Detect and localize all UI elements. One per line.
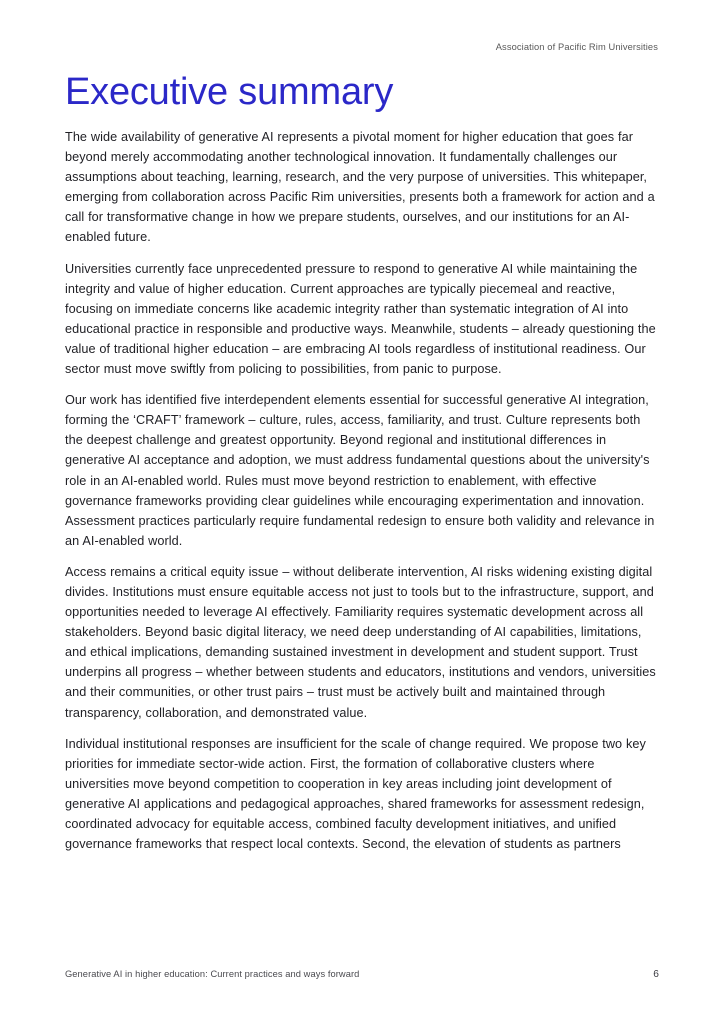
body-paragraph: Universities currently face unprecedented pressure to respond to generative AI while maintaining the integrity and value of higher education. Current approaches are typically piecemeal and reactive, focusing on immediate concerns like academic integrity rather than systematic integration of AI into educational practice in responsible and productive ways. Meanwhile, students – already questioning the value of traditional higher education – are embracing AI tools regardless of institutional readiness. Our sector must move swiftly from policing to possibilities, from panic to purpose.: [65, 261, 656, 377]
body-paragraph: Our work has identified five interdependent elements essential for successful generative AI integration, forming the ‘CRAFT’ framework – culture, rules, access, familiarity, and trust. Culture represents both the deepest challenge and greatest opportunity. Beyond regional and institutional differences in generative AI acceptance and adoption, we must address fundamental questions about the university's role in an AI-enabled world. Rules must move beyond restriction to enablement, with effective governance frameworks providing clear guidelines while encouraging experimentation and innovation. Assessment practices particularly require fundamental redesign to ensure both validity and relevance in an AI-enabled world.: [65, 393, 655, 548]
footer-title: Generative AI in higher education: Current practices and ways forward: [65, 969, 360, 979]
running-header: Association of Pacific Rim Universities: [495, 42, 658, 52]
body-content: [65, 127, 659, 854]
body-paragraph: The wide availability of generative AI represents a pivotal moment for higher education that goes far beyond merely accommodating another technological innovation. It fundamentally challenges our assumptions about teaching, learning, research, and the very purpose of universities. This whitepaper, emerging from collaboration across Pacific Rim universities, presents both a framework for action and a call for transformative change in how we prepare students, ourselves, and our institutions for an AI-enabled future.: [65, 130, 655, 245]
page-number: 6: [653, 969, 659, 980]
page-title: Executive summary: [65, 71, 394, 113]
body-paragraph: Access remains a critical equity issue – without deliberate intervention, AI risks widening existing digital divides. Institutions must ensure equitable access not just to tools but to the infrastructure, support, and opportunities needed to leverage AI effectively. Familiarity requires systematic development across all stakeholders. Beyond basic digital literacy, we need deep understanding of AI capabilities, limitations, and ethical implications, demanding sustained investment in development and student support. Trust underpins all progress – whether between students and educators, institutions and vendors, universities and their communities, or other trust pairs – trust must be actively built and maintained through transparency, collaboration, and demonstrated value.: [65, 564, 656, 720]
body-paragraph: Individual institutional responses are insufficient for the scale of change required. We propose two key priorities for immediate sector-wide action. First, the formation of collaborative clusters where universities move beyond competition to cooperation in key areas including joint development of generative AI applications and pedagogical approaches, shared frameworks for assessment redesign, coordinated advocacy for equitable access, combined faculty development initiatives, and unified governance frameworks that respect local contexts. Second, the elevation of students as partners: [65, 736, 646, 852]
running-footer: [65, 968, 659, 981]
